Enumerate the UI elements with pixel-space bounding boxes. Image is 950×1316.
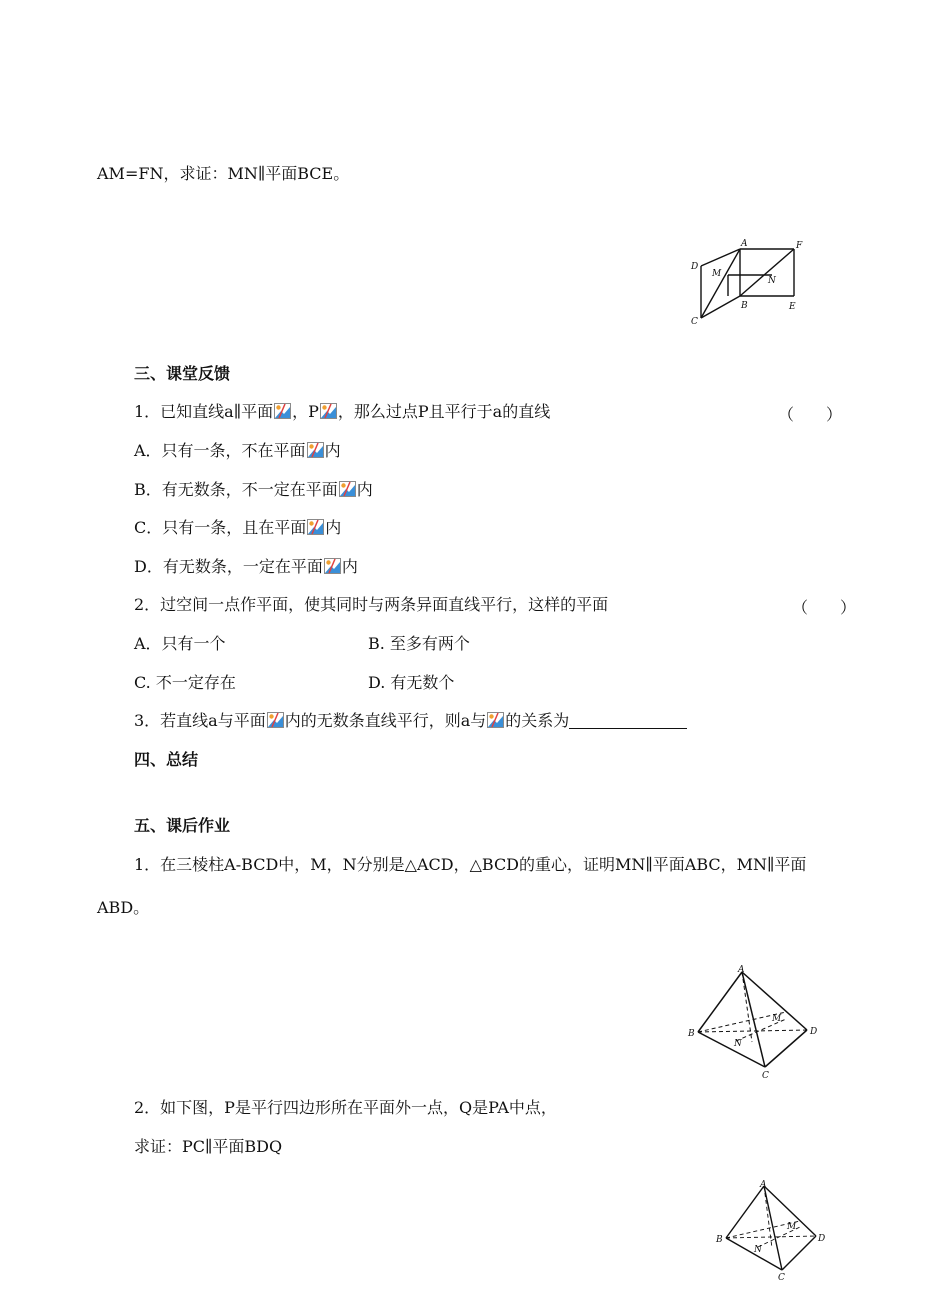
answer-blank[interactable] bbox=[569, 712, 687, 729]
tetrahedron-figure-1 bbox=[684, 962, 820, 1080]
top-text: AM=FN，求证：MN∥平面BCE。 bbox=[97, 164, 350, 183]
broken-image-icon bbox=[339, 481, 356, 497]
label-M: M bbox=[712, 269, 722, 279]
label-C: C bbox=[762, 1071, 769, 1080]
section-4-title: 四、总结 bbox=[134, 750, 199, 769]
q1-answer-paren: （ ） bbox=[778, 405, 843, 424]
label-E: E bbox=[789, 302, 796, 312]
label-B: B bbox=[741, 301, 748, 311]
section-5-title: 五、课后作业 bbox=[134, 816, 231, 835]
label-C: C bbox=[691, 317, 698, 327]
broken-image-icon bbox=[307, 442, 324, 458]
broken-image-icon bbox=[267, 712, 284, 728]
label-B: B bbox=[688, 1029, 695, 1039]
q2-answer-paren: （ ） bbox=[792, 598, 857, 617]
q1-option-b: B．有无数条，不一定在平面 内 bbox=[134, 480, 373, 499]
q2-stem: 2．过空间一点作平面，使其同时与两条异面直线平行，这样的平面 bbox=[134, 595, 609, 614]
label-A: A bbox=[738, 965, 745, 975]
q2-option-a: A．只有一个 bbox=[134, 634, 226, 653]
hw1-line1: 1．在三棱柱A-BCD中，M，N分别是△ACD，△BCD的重心，证明MN∥平面ABC，MN∥平面 bbox=[134, 855, 807, 874]
label-N: N bbox=[754, 1245, 762, 1255]
section-3-title: 三、课堂反馈 bbox=[134, 364, 231, 383]
broken-image-icon bbox=[324, 558, 341, 574]
broken-image-icon bbox=[487, 712, 504, 728]
label-A: A bbox=[741, 239, 748, 249]
label-C: C bbox=[778, 1273, 785, 1282]
hw2-line1: 2．如下图，P是平行四边形所在平面外一点，Q是PA中点， bbox=[134, 1098, 557, 1117]
broken-image-icon bbox=[307, 519, 324, 535]
prism-figure bbox=[688, 236, 806, 328]
label-B: B bbox=[716, 1235, 723, 1245]
hw1-line2: ABD。 bbox=[97, 898, 150, 917]
q2-option-c: C. 不一定存在 bbox=[134, 673, 236, 692]
label-M: M bbox=[772, 1014, 782, 1024]
label-D: D bbox=[818, 1234, 826, 1244]
label-M: M bbox=[787, 1222, 797, 1232]
label-N: N bbox=[768, 276, 776, 286]
q1-option-a: A．只有一条，不在平面 内 bbox=[134, 441, 341, 460]
tetrahedron-figure-2 bbox=[712, 1176, 832, 1282]
broken-image-icon bbox=[320, 403, 337, 419]
q2-option-d: D. 有无数个 bbox=[368, 673, 455, 692]
label-F: F bbox=[796, 241, 803, 251]
label-A: A bbox=[760, 1180, 767, 1190]
q1-option-c: C．只有一条，且在平面 内 bbox=[134, 518, 342, 537]
hw2-line2: 求证：PC∥平面BDQ bbox=[134, 1137, 283, 1156]
broken-image-icon bbox=[274, 403, 291, 419]
q2-option-b: B. 至多有两个 bbox=[368, 634, 470, 653]
q1-stem: 1．已知直线a∥平面 ，P ，那么过点P且平行于a的直线 bbox=[134, 402, 551, 421]
label-N: N bbox=[734, 1039, 742, 1049]
label-D: D bbox=[691, 262, 699, 272]
label-D: D bbox=[810, 1027, 818, 1037]
q1-option-d: D．有无数条，一定在平面 内 bbox=[134, 557, 358, 576]
q3-stem: 3．若直线a与平面 内的无数条直线平行，则a与 的关系为 bbox=[134, 711, 687, 731]
